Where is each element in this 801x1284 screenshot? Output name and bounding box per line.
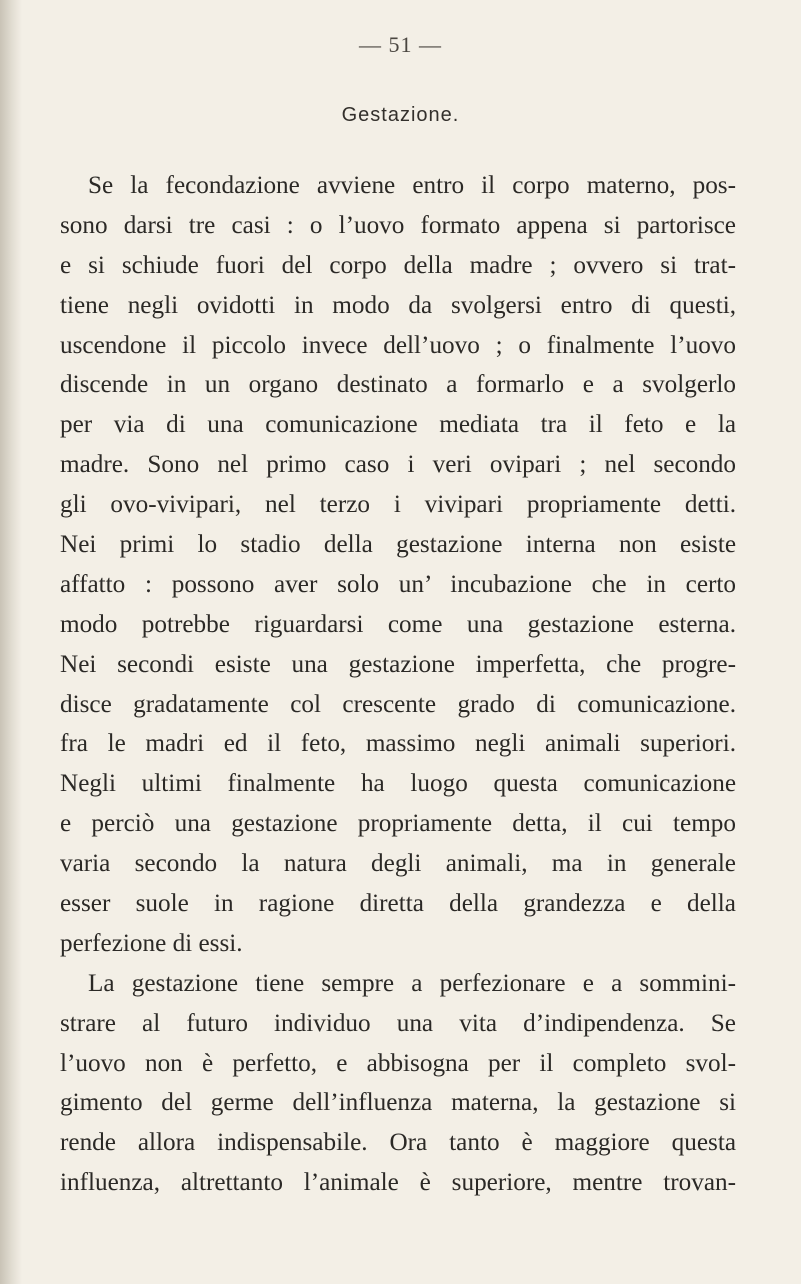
text-line: madre. Sono nel primo caso i veri ovipari ; nel secondo [60,451,736,479]
text-line: tiene negli ovidotti in modo da svolgersi entro di questi, [60,291,736,319]
text-line: rende allora indispensabile. Ora tanto è maggiore questa [60,1129,736,1157]
text-line: influenza, altrettanto l’animale è superiore, mentre trovan- [60,1169,736,1197]
text-line: varia secondo la natura degli animali, ma in generale [60,850,736,878]
text-line: Negli ultimi finalmente ha luogo questa comunicazione [60,770,736,798]
text-line: e perciò una gestazione propriamente detta, il cui tempo [60,810,736,838]
spine-shadow [0,0,22,1284]
text-line: l’uovo non è perfetto, e abbisogna per il completo svol- [60,1049,736,1077]
body-text [60,166,736,1203]
text-line: e si schiude fuori del corpo della madre ; ovvero si trat- [60,251,736,279]
text-line: Nei primi lo stadio della gestazione interna non esiste [60,531,736,559]
page-number: — 51 — [359,32,442,57]
text-line: sono darsi tre casi : o l’uovo formato appena si partorisce [60,211,736,239]
text-line: modo potrebbe riguardarsi come una gestazione esterna. [60,610,736,638]
text-line: La gestazione tiene sempre a perfezionare e a sommini- [88,969,736,997]
text-line: gimento del germe dell’influenza materna, la gestazione si [60,1089,736,1117]
text-line: discende in un organo destinato a formarlo e a svolgerlo [60,371,736,399]
section-heading: Gestazione. [341,104,460,126]
text-line: gli ovo-vivipari, nel terzo i vivipari propriamente detti. [60,491,736,519]
text-line: uscendone il piccolo invece dell’uovo ; o finalmente l’uovo [60,331,736,359]
text-line: perfezione di essi. [60,929,243,957]
text-line: esser suole in ragione diretta della grandezza e della [60,890,736,918]
text-line: strare al futuro individuo una vita d’indipendenza. Se [60,1009,736,1037]
text-line: disce gradatamente col crescente grado di comunicazione. [60,690,736,718]
text-line: affatto : possono aver solo un’ incubazione che in certo [60,570,736,598]
text-line: per via di una comunicazione mediata tra il feto e la [60,411,736,439]
text-line: fra le madri ed il feto, massimo negli animali superiori. [60,730,736,758]
text-line: Nei secondi esiste una gestazione imperfetta, che progre- [60,650,736,678]
text-line: Se la fecondazione avviene entro il corpo materno, pos- [88,172,736,199]
